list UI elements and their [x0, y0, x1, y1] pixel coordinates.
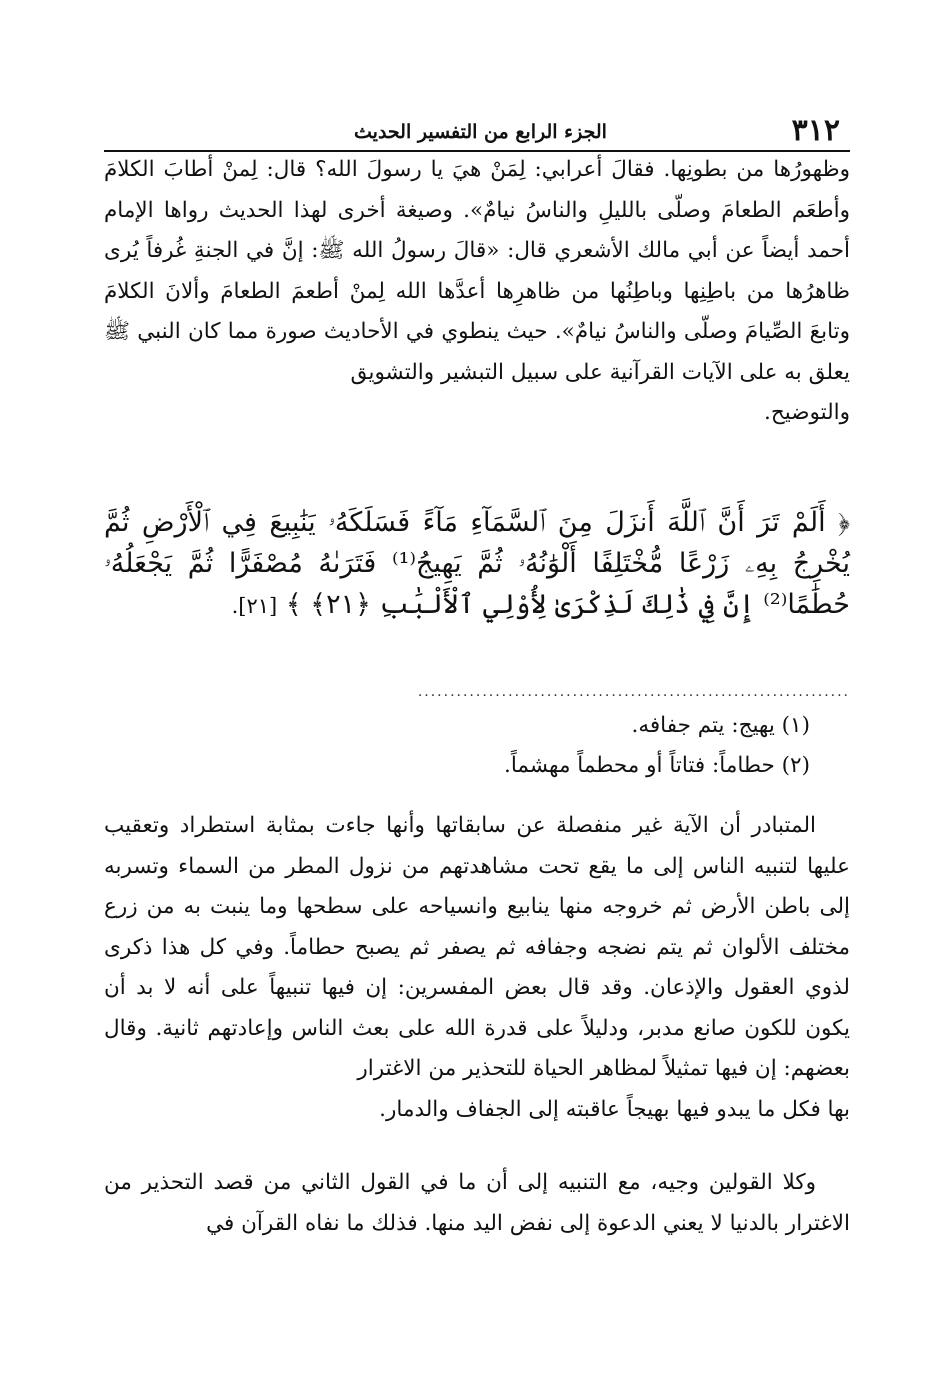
paragraph-text: وكلا القولين وجيه، مع التنبيه إلى أن ما في القول الثاني من قصد التحذير من الاغترار بالدنيا لا يعني الدعوة إلى نفض اليد منها. فذلك ما نفاه القرآن في [104, 1170, 850, 1236]
running-title: الجزء الرابع من التفسير الحديث [354, 121, 607, 143]
footnote-2: (٢) حطاماً: فتاتاً أو محطماً مهشماً. [504, 753, 810, 778]
paragraph-text: المتبادر أن الآية غير منفصلة عن سابقاتها وأنها جاءت بمثابة استطراد وتعقيب عليها لتنبيه الناس إلى ما يقع تحت مشاهدتهم من نزول المطر من السماء وتسربه إلى باطن الأرض ثم خروجه منها ينابيع وانسياحه على سطحها وما ينبت به من زرع مختلف الألوان ثم يتم نضجه وجفافه ثم يصفر ثم يصبح حطاماً. وفي كل هذا ذكرى لذوي العقول والإذعان. وقد قال بعض المفسرين: إن فيها تنبيهاً على أنه لا بد أن يكون للكون صانع مدبر، ودليلاً على قدرة الله على بعث الناس وإعادتهم ثانية. وقال بعضهم: إن فيها تمثيلاً لمظاهر الحياة للتحذير من الاغترار [104, 813, 850, 1081]
hadith-paragraph [104, 150, 850, 434]
footnote-1: (١) يهيج: يتم جفافه. [631, 713, 810, 738]
closing-paragraph [104, 1163, 850, 1244]
commentary-paragraph [104, 806, 850, 1130]
footnote-separator: ................................................................... [417, 684, 850, 700]
verse-reference: [٢١]. [231, 594, 278, 618]
footnotes [104, 706, 850, 786]
paragraph-end-line: والتوضيح. [764, 400, 850, 425]
page-header [104, 104, 850, 152]
quran-verse: ﴿ أَلَمْ تَرَ أَنَّ ٱللَّهَ أَنزَلَ مِنَ ٱلسَّمَآءِ مَآءً فَسَلَكَهُۥ يَنَٰبِيعَ فِي ٱلْأَرْضِ ثُمَّ يُخْرِجُ بِهِۦ زَرْعًا مُّخْتَلِفًا أَلْوَٰنُهُۥ ثُمَّ يَهِيجُ⁽¹⁾ فَتَرَىٰهُ مُصْفَرًّا ثُمَّ يَجْعَلُهُۥ حُطَٰمًا⁽²⁾ إِنَّ فِي ذَٰلِكَ لَذِكْرَىٰ لِأُوْلِي ٱلْأَلْبَٰبِ ﴿٢١﴾ ﴾ [104, 507, 850, 620]
quran-verse-block [104, 502, 850, 627]
paragraph-text: وظهورُها من بطونِها. فقالَ أعرابي: لِمَنْ هيَ يا رسولَ الله؟ قال: لِمنْ أطابَ الكلامَ وأطعَم الطعامَ وصلّى بالليلِ والناسُ نيامٌ». وصيغة أخرى لهذا الحديث رواها الإمام أحمد أيضاً عن أبي مالك الأشعري قال: «قالَ رسولُ الله ﷺ: إنَّ في الجنةِ غُرفاً يُرى ظاهرُها من باطِنِها وباطِنُها من ظاهرِها أعدَّها الله لِمنْ أطعمَ الطعامَ وألانَ الكلامَ وتابعَ الصِّيامَ وصلّى والناسُ نيامٌ». حيث ينطوي في الأحاديث صورة مما كان النبي ﷺ يعلق به على الآيات القرآنية على سبيل التبشير والتشويق [104, 157, 850, 385]
page-number: ٣١٢ [791, 113, 840, 148]
paragraph-end-line: بها فكل ما يبدو فيها بهيجاً عاقبته إلى الجفاف والدمار. [379, 1096, 850, 1122]
